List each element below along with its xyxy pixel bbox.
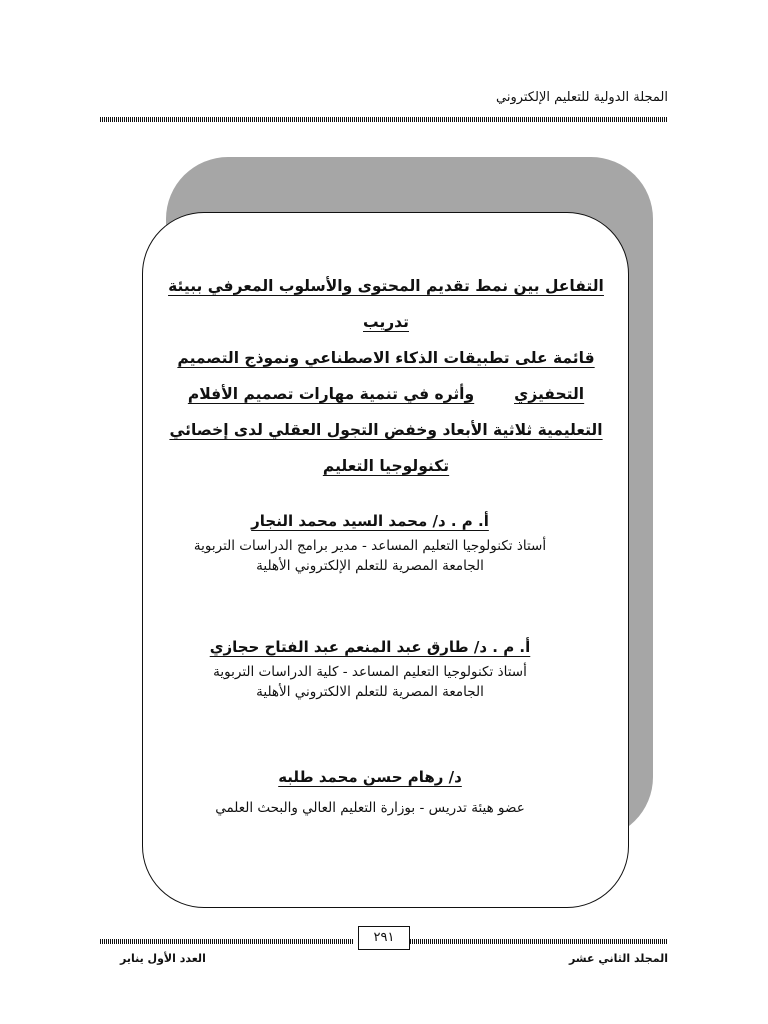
footer-volume: المجلد الثاني عشر [568,952,668,965]
author-name: أ. م . د/ طارق عبد المنعم عبد الفتاح حجازي [209,638,531,656]
journal-title: المجلة الدولية للتعليم الإلكتروني [495,90,668,105]
author-institution: الجامعة المصرية للتعلم الالكتروني الأهلية [256,684,484,700]
author-affiliation: عضو هيئة تدريس - بوزارة التعليم العالي والبحث العلمي [215,800,525,816]
author-name: د/ رهام حسن محمد طلبه [278,768,462,786]
footer-divider-left [100,939,353,944]
author-block-3 [160,768,580,816]
author-block-1 [160,512,580,574]
author-affiliation: أستاذ تكنولوجيا التعليم المساعد - كلية الدراسات التربوية [213,664,527,680]
paper-title [168,268,604,484]
footer-issue: العدد الأول يناير [120,952,206,965]
title-line-4: التعليمية ثلاثية الأبعاد وخفض التجول العقلي لدى إخصائي [169,421,603,439]
title-line-3-right: التحفيزي [514,385,585,403]
author-affiliation: أستاذ تكنولوجيا التعليم المساعد - مدير برامج الدراسات التربوية [193,538,547,554]
header-divider [100,117,668,122]
page-number: ٢٩١ [358,926,410,950]
footer-divider-right [410,939,668,944]
title-line-1: التفاعل بين نمط تقديم المحتوى والأسلوب المعرفي ببيئة تدريب [168,277,604,331]
author-block-2 [160,638,580,700]
author-institution: الجامعة المصرية للتعلم الإلكتروني الأهلية [256,558,484,574]
title-line-2: قائمة على تطبيقات الذكاء الاصطناعي ونموذج التصميم [177,349,595,367]
title-line-5: تكنولوجيا التعليم [322,457,450,475]
title-line-3-left: وأثره في تنمية مهارات تصميم الأفلام [187,385,475,403]
author-name: أ. م . د/ محمد السيد محمد النجار [251,512,489,530]
